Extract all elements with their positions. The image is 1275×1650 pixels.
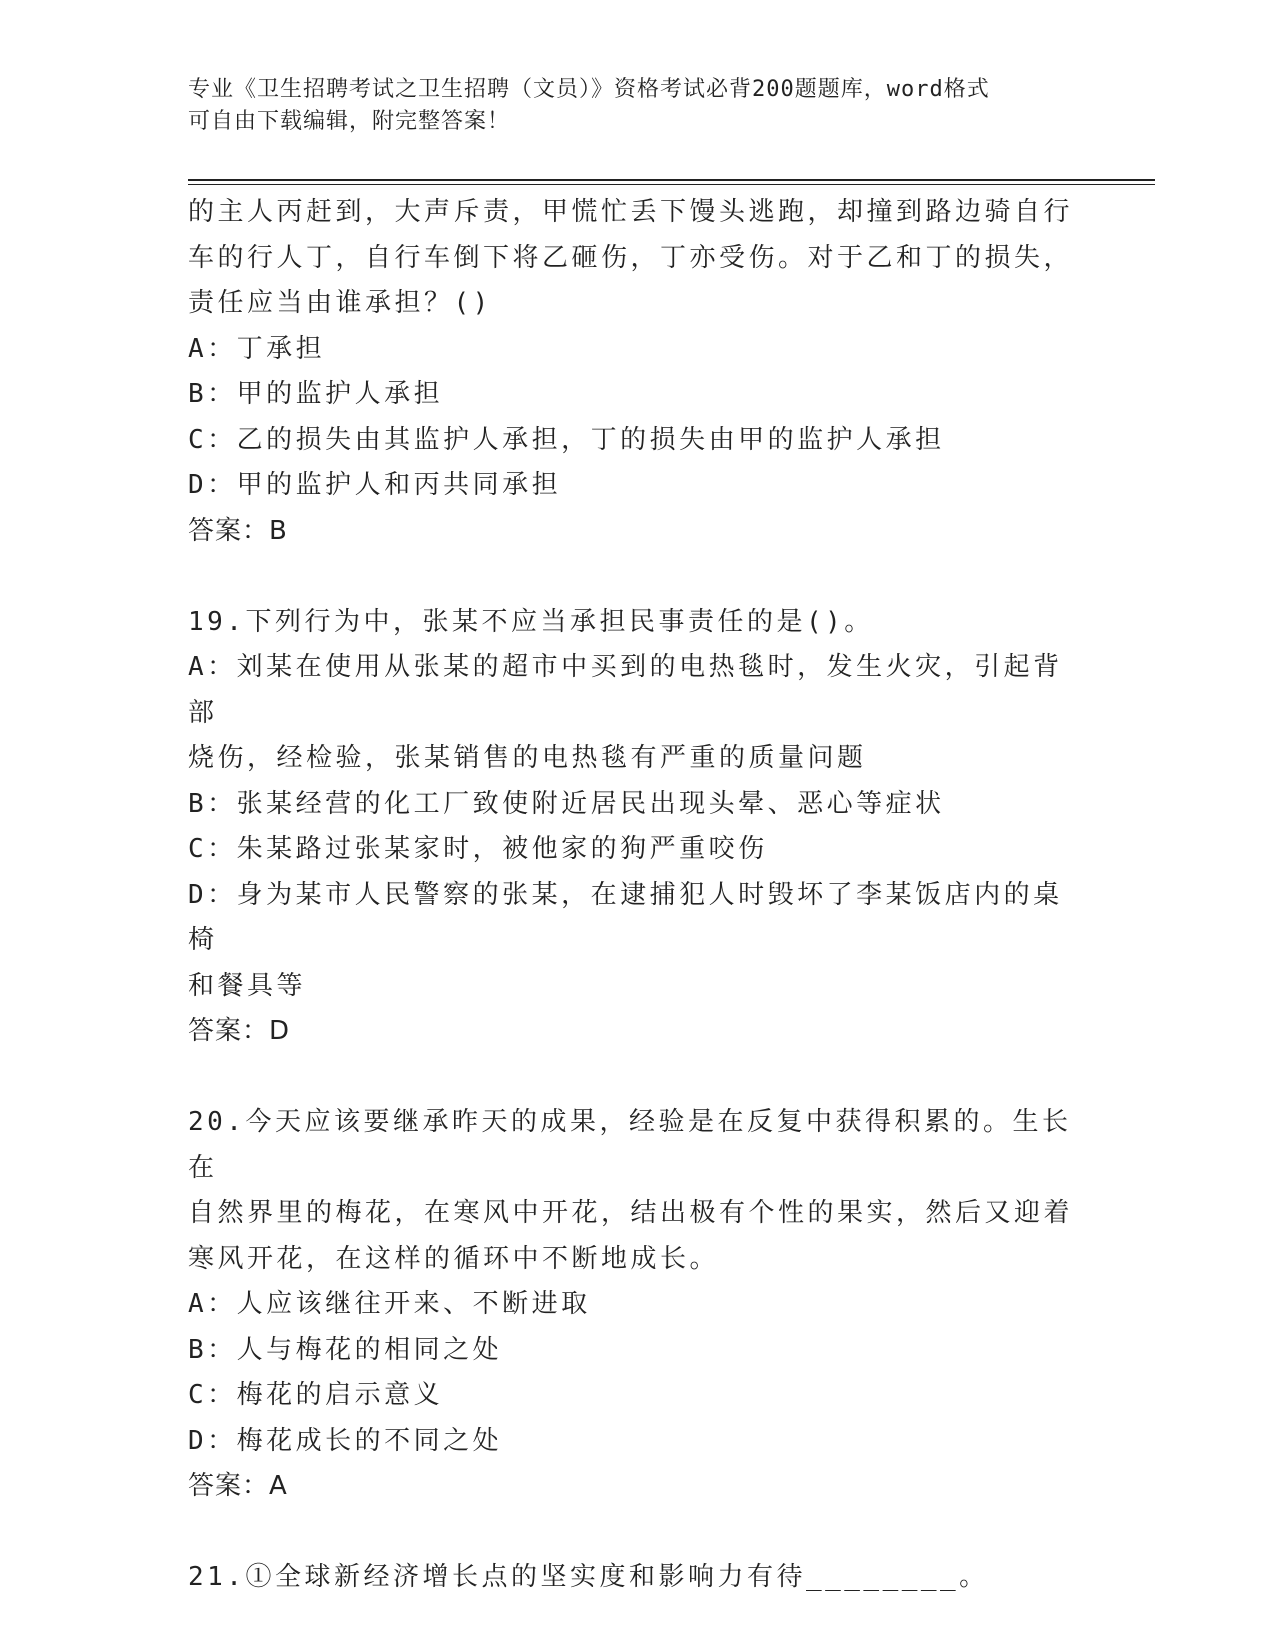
question-stem-line: 车的行人丁，自行车倒下将乙砸伤，丁亦受伤。对于乙和丁的损失， (188, 242, 1074, 273)
option-d-continued: 和餐具等 (188, 970, 307, 1001)
spacer (188, 1510, 1088, 1556)
spacer (188, 554, 1088, 600)
spacer (188, 1055, 1088, 1101)
option-c: C：梅花的启示意义 (188, 1380, 444, 1410)
question-stem-line: 自然界里的梅花，在寒风中开花，结出极有个性的果实，然后又迎着 (188, 1198, 1074, 1228)
option-a-continued: 烧伤，经检验，张某销售的电热毯有严重的质量问题 (188, 743, 867, 773)
option-b: B：张某经营的化工厂致使附近居民出现头晕、恶心等症状 (188, 788, 945, 819)
option-d: D：梅花成长的不同之处 (188, 1425, 503, 1456)
answer-line: 答案：D (188, 1016, 291, 1046)
question-stem-line: 的主人丙赶到，大声斥责，甲慌忙丢下馒头逃跑，却撞到路边骑自行 (188, 197, 1074, 227)
question-21 (188, 1555, 1088, 1601)
answer-line: 答案：B (188, 515, 288, 546)
question-stem-line: 21.①全球新经济增长点的坚实度和影响力有待________。 (188, 1562, 989, 1592)
question-20 (188, 1100, 1088, 1510)
option-a: A：刘某在使用从张某的超市中买到的电热毯时，发生火灾，引起背部 (188, 652, 1063, 728)
question-18-continued (188, 190, 1088, 554)
header-rule-thin (188, 184, 1155, 185)
header-line-1: 专业《卫生招聘考试之卫生招聘（文员）》资格考试必背200题题库，word格式 (188, 77, 990, 102)
option-a: A：丁承担 (188, 333, 326, 364)
option-c: C：乙的损失由其监护人承担，丁的损失由甲的监护人承担 (188, 424, 945, 455)
document-body (188, 190, 1088, 1601)
option-c: C：朱某路过张某家时，被他家的狗严重咬伤 (188, 834, 768, 864)
question-stem-line: 责任应当由谁承担？() (188, 288, 492, 318)
question-stem-line: 20.今天应该要继承昨天的成果，经验是在反复中获得积累的。生长在 (188, 1107, 1072, 1183)
header-rule-thick (188, 179, 1155, 181)
answer-line: 答案：A (188, 1471, 288, 1501)
option-d: D：甲的监护人和丙共同承担 (188, 470, 562, 500)
question-19 (188, 600, 1088, 1055)
option-b: B：人与梅花的相同之处 (188, 1334, 503, 1365)
document-header (188, 74, 1068, 138)
option-a: A：人应该继往开来、不断进取 (188, 1289, 591, 1319)
question-stem-line: 19.下列行为中，张某不应当承担民事责任的是()。 (188, 606, 874, 637)
option-d: D：身为某市人民警察的张某，在逮捕犯人时毁坏了李某饭店内的桌椅 (188, 879, 1063, 955)
header-line-2: 可自由下载编辑，附完整答案！ (188, 109, 511, 134)
question-stem-line: 寒风开花，在这样的循环中不断地成长。 (188, 1243, 720, 1274)
option-b: B：甲的监护人承担 (188, 379, 444, 409)
